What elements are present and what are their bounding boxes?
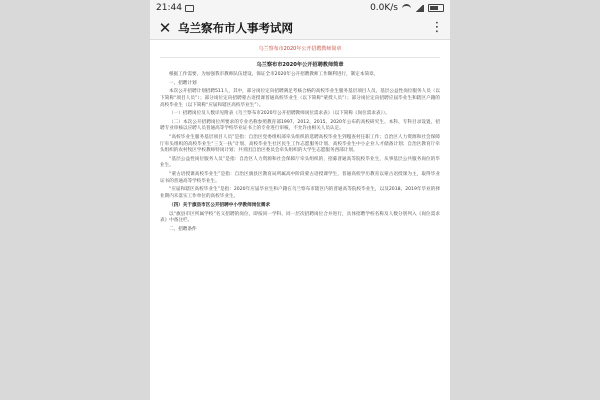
article-link[interactable]: 乌兰察布市2020年公开招聘教师简章 bbox=[160, 44, 440, 58]
article-paragraph: “蒙古语授课高校毕业生”是指：自治区旗县区教育局所属高中阶段蒙古语授课学生，普通高校学历教育以蒙古语授课为主，取得毕业证书的普通高等学校毕业生。 bbox=[160, 171, 440, 184]
network-speed: 0.0K/s bbox=[370, 3, 398, 13]
phone-screen bbox=[150, 0, 450, 400]
more-icon[interactable]: ⋮ bbox=[430, 19, 444, 35]
article-title: 乌兰察布市2020年公开招聘教师简章 bbox=[256, 61, 344, 68]
article-paragraph: 以“旗县市区所属学校”名义招聘的岗位，即按同一学科、同一层次招聘岗位合并进行，具体招聘学校名称及人数分别列入《岗位需求表》中备注栏。 bbox=[160, 211, 440, 224]
section-heading: 二、招聘条件 bbox=[169, 227, 197, 233]
article-paragraph: “应届和辖区高校毕业生”是指：2020年应届毕业生和户籍在乌兰察布市辖区内的普通高等院校毕业生，以及2018、2019年毕业的择业期内未落实工作单位的高校毕业生。 bbox=[160, 187, 440, 199]
section-heading: 一、招聘计划 bbox=[169, 80, 197, 86]
article-paragraph: （二）本次公开招聘岗位所要求的专业名称参照教育部1997、2012、2015、2020年公布的高校研究生、本科、专科目录设置，招聘专业审核以应聘人员普通高等学校毕业证书上的专业进行审核，不允许由相关人员认定。 bbox=[160, 119, 440, 132]
notification-icon bbox=[185, 5, 194, 12]
intro-paragraph: 根据工作需要，为加强我市教师队伍建设，保证全市2020年公开招聘教师工作顺利进行，制定本简章。 bbox=[169, 72, 379, 78]
nav-bar bbox=[150, 16, 450, 40]
signal-icon bbox=[415, 5, 424, 12]
wifi-icon bbox=[402, 4, 411, 13]
battery-icon bbox=[428, 4, 444, 12]
article-paragraph: “基层公益性岗位服务人员”是指：自治区人力资源和社会保障厅牵头组织的，招募普通高等院校毕业生，从事基层公共服务岗位的毕业生。 bbox=[160, 156, 440, 169]
close-icon[interactable]: ✕ bbox=[158, 18, 172, 37]
status-bar bbox=[150, 0, 450, 16]
article-paragraph: （一）招聘岗位及人数详见附表《乌兰察布市2020年公开招聘教师岗位需求表》（以下简称《岗位需求表》）。 bbox=[169, 111, 390, 117]
article-paragraph: 本次公开招聘计划招聘511人，其中，部分岗位定向招聘满足考核合格的高校毕业生服务基层项目人员、基层公益性岗位服务人员（以下简称“项目人员”）；部分岗位定向招聘蒙古语授课普通高校毕业生（以下简称“蒙授人员”）；部分岗位定向招聘应届毕业生和辖区户籍的高校毕业生（以下简称“应届和辖区高校毕业生”）。 bbox=[160, 89, 440, 108]
section-heading: （四）关于旗县市区公开招聘中小学教师岗位需求 bbox=[169, 203, 271, 209]
article-paragraph: “高校毕业生服务基层项目人员”是指：自治区党委组织部牵头组织的选聘高校毕业生到嘎查村任职工作；自治区人力资源和社会保障厅牵头组织的高校毕业生“三支一扶”计划、高校毕业生社区民生工作志愿服务计划、高校毕业生中小企业人才储备计划；自治区教育厅牵头组织的农村牧区学校教师特岗计划；共青团自治区委员会牵头组织的大学生志愿服务西部计划。 bbox=[160, 134, 440, 154]
page-title: 乌兰察布市人事考试网 bbox=[178, 20, 293, 35]
status-time: 21:44 bbox=[156, 3, 182, 13]
article-content bbox=[150, 40, 450, 234]
